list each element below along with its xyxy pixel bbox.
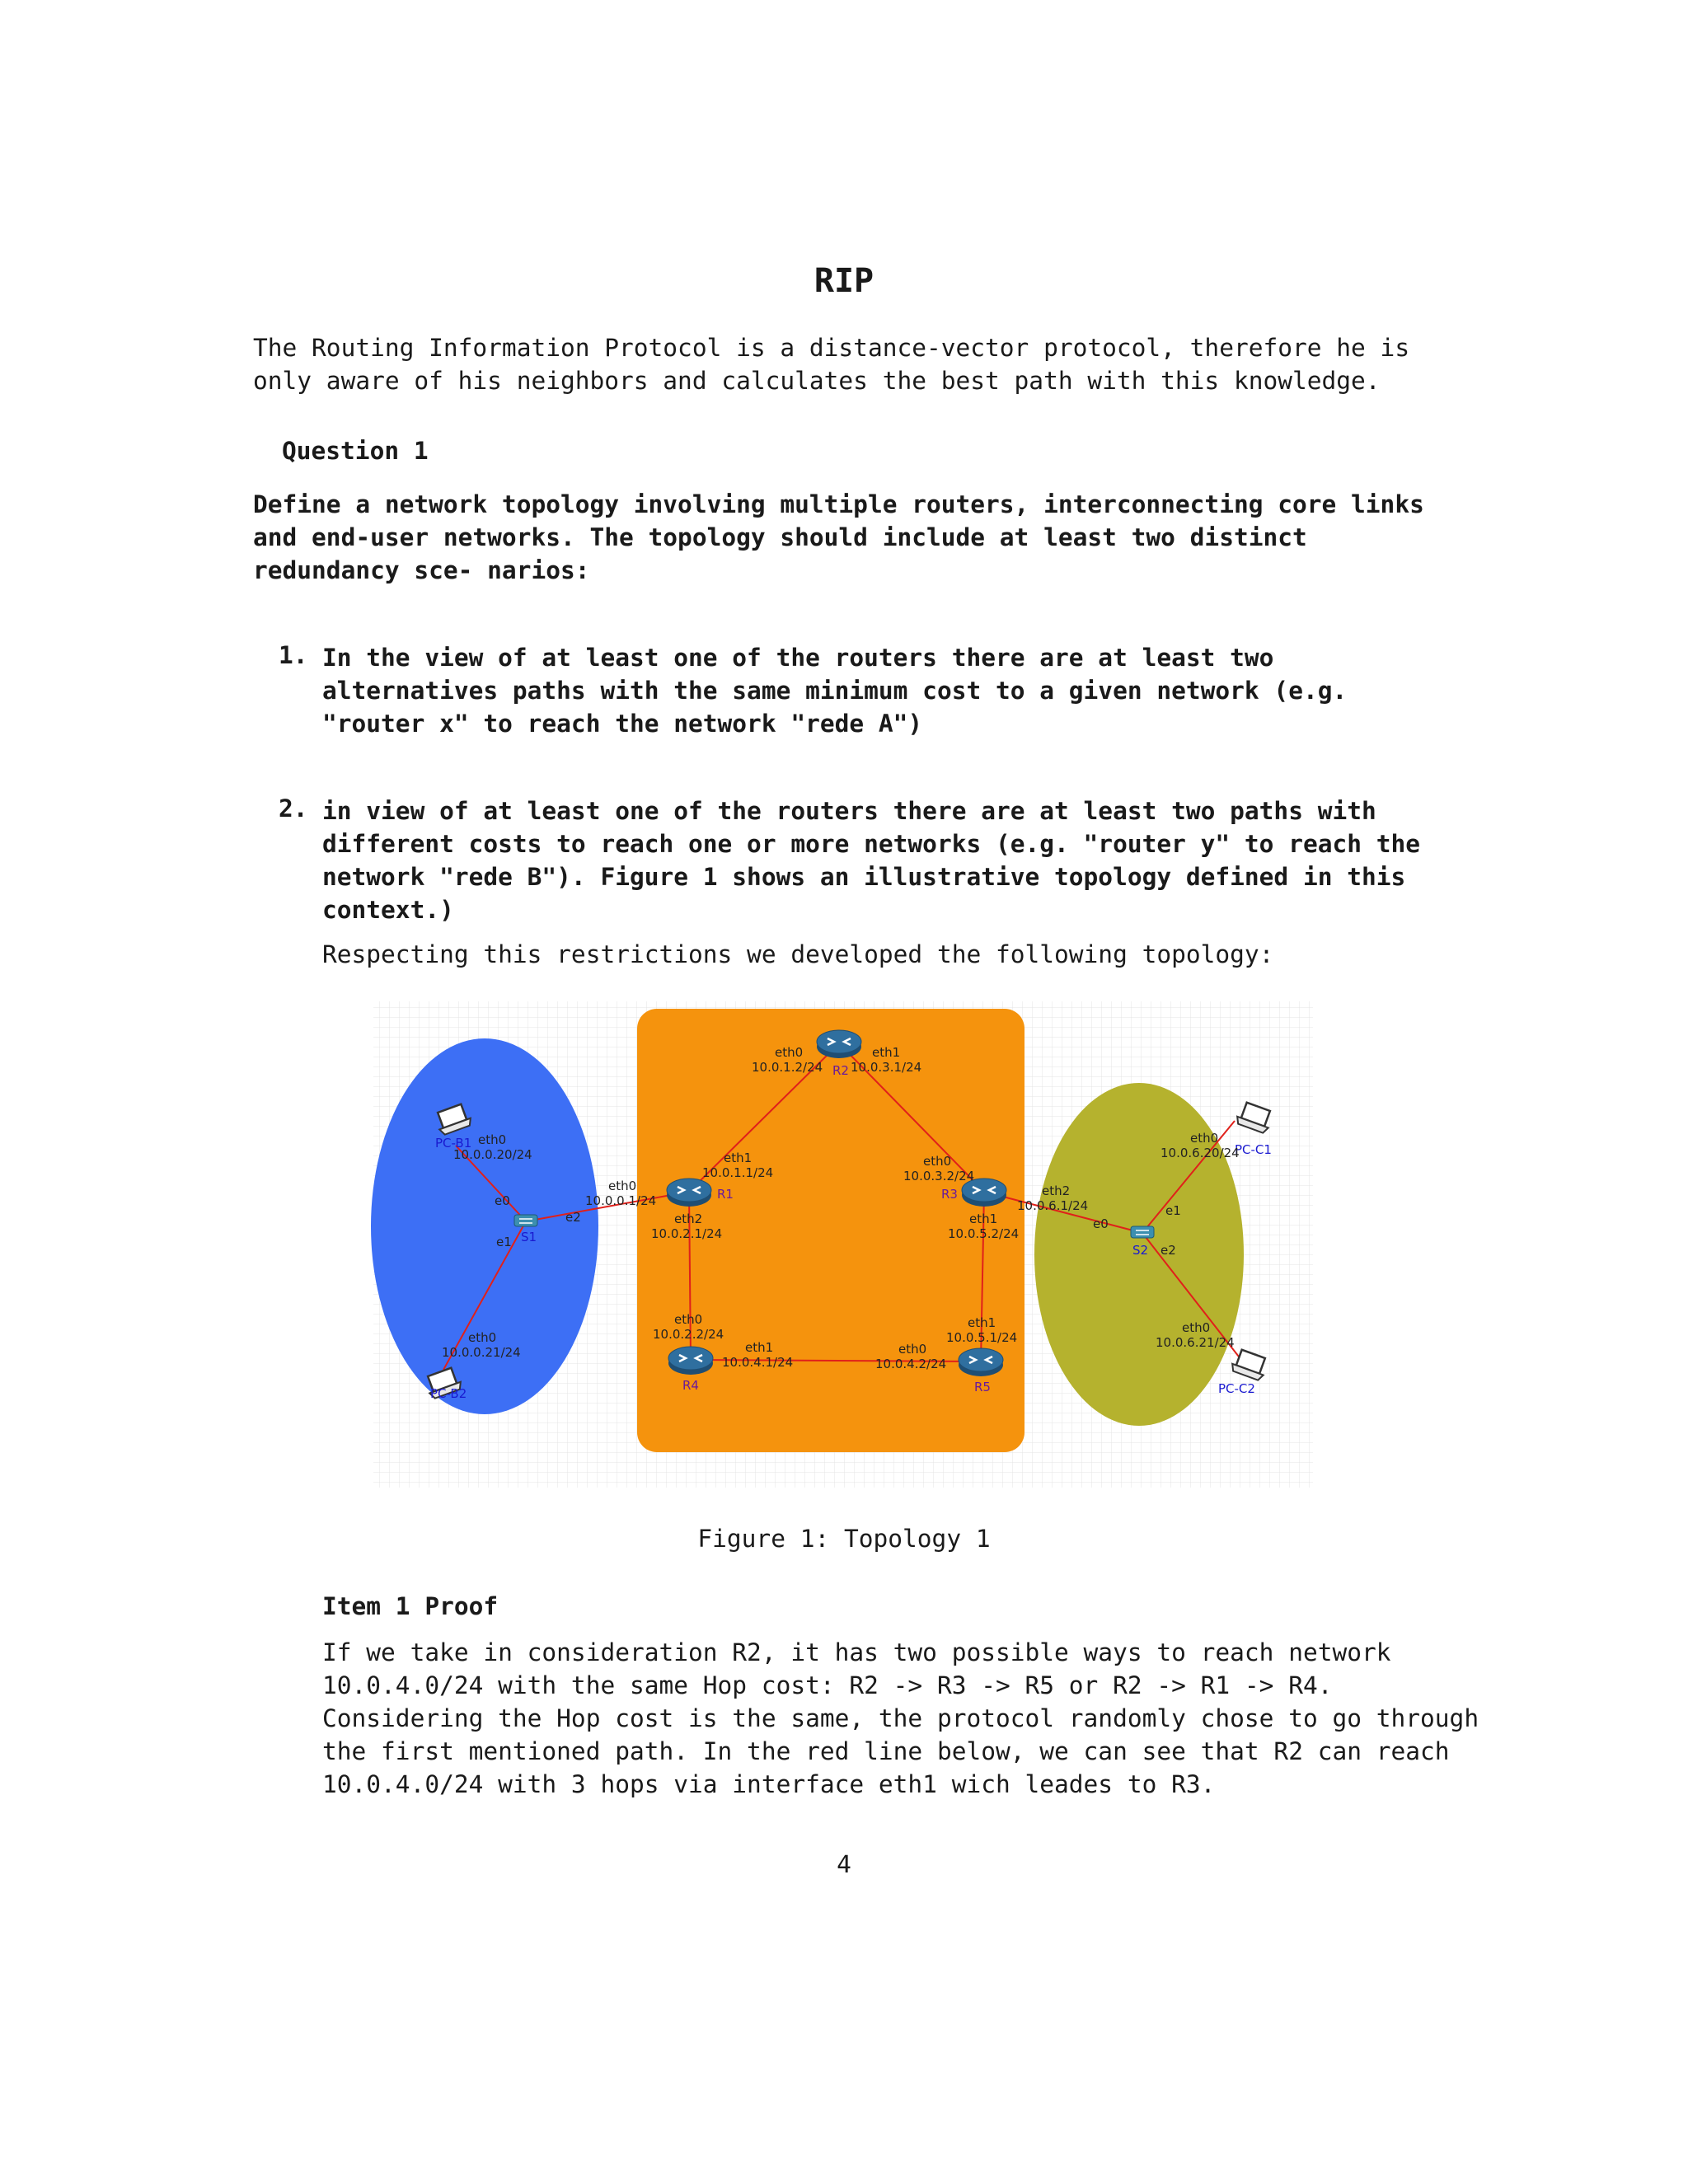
interface-label: eth0 (923, 1154, 952, 1169)
question-text: Define a network topology involving multiple routers, interconnecting core links and end-user networks. The topology should include at least two distinct redundancy sce- narios: (253, 490, 1424, 584)
ip-label: 10.0.4.2/24 (875, 1357, 947, 1371)
interface-label: eth0 (468, 1330, 497, 1345)
ip-label: 10.0.1.1/24 (702, 1165, 774, 1180)
device-label: PC-B1 (435, 1136, 472, 1151)
list-item-number: 2. (279, 794, 308, 823)
interface-label: e0 (1093, 1216, 1109, 1231)
ip-label: 10.0.0.1/24 (585, 1193, 657, 1208)
device-label: R2 (832, 1063, 849, 1078)
device-label: R4 (682, 1378, 699, 1393)
interface-label: eth2 (1042, 1183, 1071, 1198)
intro-paragraph: The Routing Information Protocol is a distance-vector protocol, therefore he is only aware of his neighbors and calculates the best path with this knowledge. (253, 334, 1410, 395)
page-number: 4 (837, 1850, 851, 1878)
router-r2[interactable] (817, 1030, 861, 1058)
router-r1[interactable] (667, 1179, 711, 1207)
ip-label: 10.0.4.1/24 (722, 1355, 794, 1370)
topology-diagram (369, 997, 1317, 1492)
interface-label: eth1 (724, 1151, 753, 1165)
ip-label: 10.0.2.1/24 (651, 1226, 723, 1241)
device-label: R1 (717, 1187, 734, 1202)
switch-s2[interactable] (1131, 1226, 1154, 1238)
interface-label: eth1 (969, 1212, 998, 1226)
interface-label: eth1 (745, 1340, 774, 1355)
list-item: In the view of at least one of the routers there are at least two alternatives paths with the same minimum cost to a given network (e.g. "router x" to reach the network "rede A") (322, 644, 1348, 738)
ip-label: 10.0.6.1/24 (1017, 1198, 1089, 1213)
interface-label: e2 (1160, 1243, 1176, 1258)
item-proof-text: If we take in consideration R2, it has two possible ways to reach network 10.0.4.0/24 with the same Hop cost: R2 -> R3 -> R5 or R2 -> R1 -> R4. Considering the Hop cost is the same, the protocol randomly chose to go through the first mentioned path. In the red line below, we can see that R2 can reach 10.0.4.0/24 with 3 hops via interface eth1 wich leades to R3. (322, 1638, 1479, 1798)
item-heading: Item 1 Proof (322, 1592, 499, 1620)
device-label: R3 (941, 1187, 958, 1202)
interface-label: e2 (565, 1210, 581, 1225)
interface-label: eth0 (898, 1342, 927, 1357)
device-label: PC-C2 (1218, 1381, 1255, 1396)
question-heading: Question 1 (282, 437, 429, 465)
device-label: PC-B2 (430, 1386, 467, 1401)
switch-s1[interactable] (514, 1215, 537, 1226)
topology-figure (369, 997, 1317, 1492)
interface-label: eth1 (968, 1315, 996, 1330)
interface-label: eth0 (1182, 1320, 1211, 1335)
interface-label: eth0 (1190, 1131, 1219, 1146)
ip-label: 10.0.6.20/24 (1160, 1146, 1240, 1160)
interface-label: e0 (495, 1193, 510, 1208)
interface-label: eth2 (674, 1212, 703, 1226)
ip-label: 10.0.1.2/24 (752, 1060, 823, 1075)
router-r5[interactable] (959, 1348, 1003, 1376)
page-title: RIP (814, 262, 874, 300)
respect-sentence: Respecting this restrictions we developed the following topology: (322, 940, 1274, 968)
router-r4[interactable] (668, 1347, 713, 1375)
interface-label: e1 (496, 1235, 512, 1249)
ip-label: 10.0.0.20/24 (453, 1147, 532, 1162)
ip-label: 10.0.5.2/24 (948, 1226, 1020, 1241)
device-label: R5 (974, 1380, 991, 1394)
ip-label: 10.0.5.1/24 (946, 1330, 1018, 1345)
device-label: PC-C1 (1235, 1142, 1272, 1157)
interface-label: eth0 (674, 1312, 703, 1327)
ip-label: 10.0.3.2/24 (903, 1169, 975, 1183)
interface-label: e1 (1165, 1203, 1181, 1218)
interface-label: eth1 (872, 1045, 901, 1060)
list-item-number: 1. (279, 641, 308, 669)
list-item: in view of at least one of the routers there are at least two paths with different costs to reach one or more networks (e.g. "router y" to reach the network "rede B"). Figure 1 shows an illustrative topology defined in this context.) (322, 797, 1421, 924)
interface-label: eth0 (608, 1179, 637, 1193)
ip-label: 10.0.0.21/24 (442, 1345, 521, 1360)
device-label: S1 (521, 1230, 537, 1244)
figure-caption: Figure 1: Topology 1 (697, 1525, 991, 1553)
ip-label: 10.0.2.2/24 (653, 1327, 724, 1342)
ip-label: 10.0.6.21/24 (1156, 1335, 1235, 1350)
interface-label: eth0 (478, 1132, 507, 1147)
interface-label: eth0 (775, 1045, 804, 1060)
device-label: S2 (1132, 1243, 1149, 1258)
ip-label: 10.0.3.1/24 (851, 1060, 922, 1075)
